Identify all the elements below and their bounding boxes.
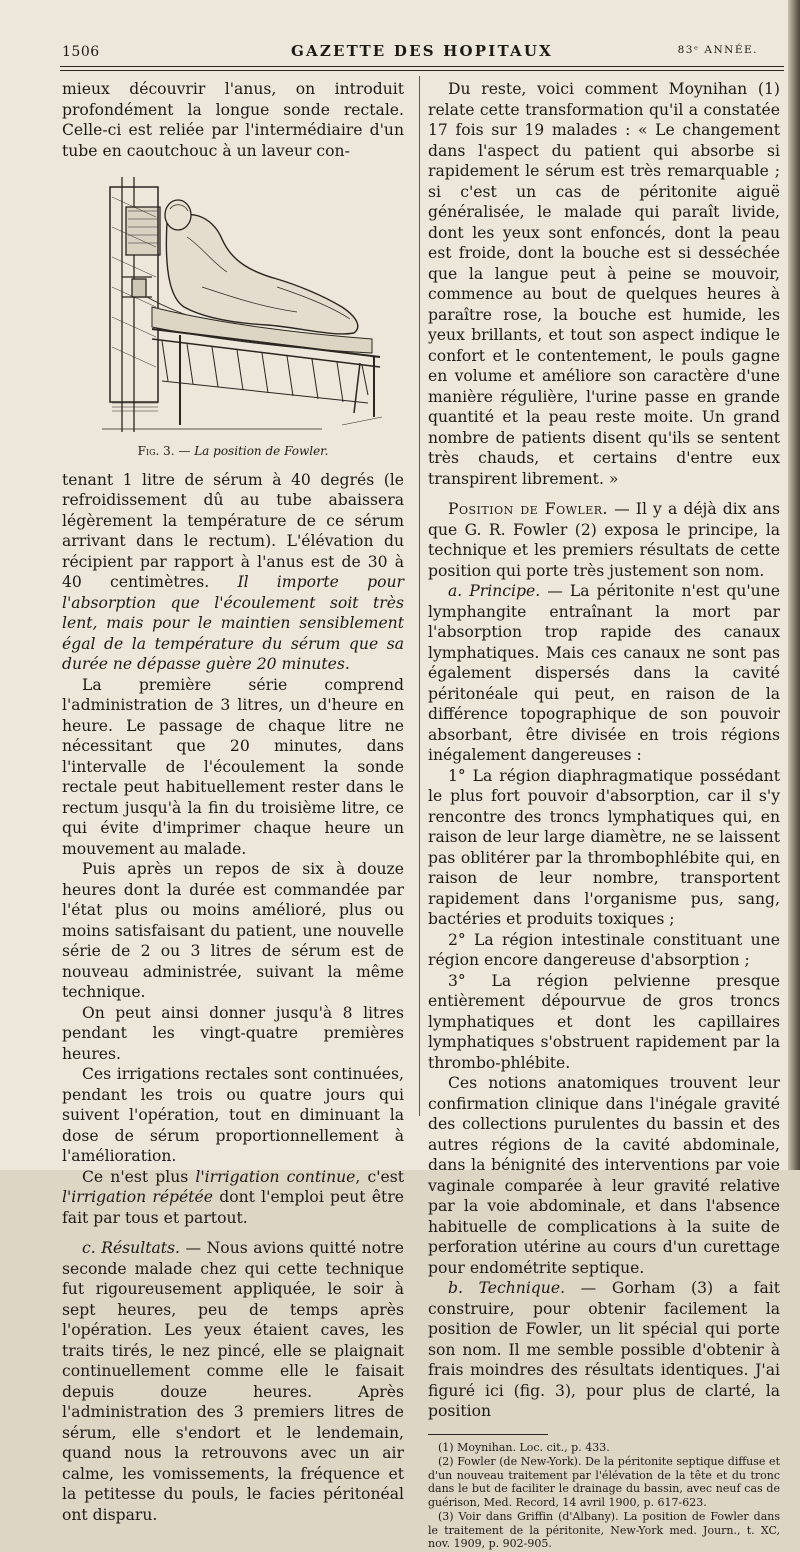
footnotes [428,1441,780,1551]
paragraph [428,581,780,766]
fowler-position-illustration [92,167,392,437]
figure-number: Fig. 3. [137,444,175,458]
page-edge-shadow [788,0,800,1170]
figure-title: La position de Fowler. [194,444,329,458]
left-column [62,79,404,1525]
footnote: (3) Voir dans Griffin (d'Albany). La position de Fowler dans le traitement de la péritonite, New-York med. Journ., t. XC, nov. 1909, p. 902-905. [428,1510,780,1550]
bed-patient-engraving [92,167,392,437]
text-run: tenant 1 litre de sérum à 40 degrés (le refroidissement dû au tube abaissera légèrement la température de ce sérum arrivant dans le rectum). L'élévation du récipient par rapport à l'anus est de 30 à 40 centimètres. [62,470,404,591]
text-run: dont l'emploi peut être fait par tous et partout. [62,1188,405,1227]
text-run: Ce n'est plus [82,1167,196,1186]
text-run: — Nous avions quitté notre seconde malade chez qui cette technique fut rigoureusement appliquée, le soir à sept heures, peu de temps après l'opération. Les yeux étaient caves, les traits tirés, le nez pincé, elle se plaignait continuellement comme elle le faisait depuis douze heures. Après l'administration des 3 premiers litres de sérum, elle s'endort et le lendemain, quand nous la retrouvons avec un air calme, les vomissements, la fréquence et la petitesse du pouls, le facies péritonéal ont disparu. [62,1239,404,1524]
subsection-heading: a. Principe. [448,582,541,600]
paragraph [62,470,404,675]
paragraph: La première série comprend l'administration de 3 litres, un d'heure en heure. Le passage de chaque litre ne nécessitant que 20 minutes, dans l'intervalle de l'écoulement la sonde rectale peut habituellement rester dans le rectum jusqu'à la fin du troisième litre, ce qui évite d'imprimer chaque heure un mouvement au malade. [62,675,404,858]
section-heading: Position de Fowler. [448,500,608,518]
paragraph: Ces notions anatomiques trouvent leur confirmation clinique dans l'inégale gravité des collections purulentes du bassin et des autres régions de la cavité abdominale, dans la bénignité des interventions par voie vaginale comparée à leur gravité relative par la voie abdominale, et dans l'absence habituelle de complications à la suite de perforation utérine au cours d'un curettage pour endométrite septique. [428,1074,780,1277]
paragraph: Du reste, voici comment Moynihan (1) relate cette transformation qu'il a constatée 17 fois sur 19 malades : « Le changement dans l'aspect du patient qui absorbe si rapidement le sérum est très remarquable ; si c'est un cas de péritonite aiguë généralisée, le malade qui paraît livide, dont les yeux sont enfoncés, dont la peau est froide, dont la bouche est si desséchée que la langue peut à peine se mouvoir, commence au bout de quelques heures à paraître rose, la bouche est humide, les yeux brillants, et tout son aspect indique le confort et le contentement, le pouls gagne en volume et améliore son caractère d'une manière régulière, l'urine passe en grande quantité et la peau reste moite. Un grand nombre de patients disent qu'ils se sentent très chauds, et certains d'entre eux transpirent librement. » [428,80,780,488]
journal-title: GAZETTE DES HOPITAUX [290,42,553,60]
paragraph [428,499,780,581]
text-run: , c'est [355,1167,405,1186]
italic-run: Il importe pour l'absorption que l'écoulement soit très lent, mais pour le maintien sensiblement égal de la température du sérum que sa durée ne dépasse guère 20 minutes. [62,573,404,673]
header-rule-thin [60,70,784,71]
paragraph: Puis après un repos de six à douze heures dont la durée est commandée par l'état plus ou moins amélioré, plus ou moins satisfaisant du patient, une nouvelle série de 2 ou 3 litres de sérum est de nouveau administrée, suivant la même technique. [62,860,404,1001]
year-label: 83ᵉ ANNÉE. [677,44,758,56]
section-heading: c. Résultats. [82,1239,181,1257]
italic-run: l'irrigation répétée [62,1188,213,1206]
text-run: — Gorham (3) a fait construire, pour obtenir facilement la position de Fowler, un lit spécial qui porte son nom. Il me semble possible d'obtenir à frais moindres des résultats identiques. J'ai figuré ici (fig. 3), pour plus de clarté, la position [428,1279,780,1420]
figure-caption [62,441,404,462]
paragraph [62,1167,404,1229]
italic-run: l'irrigation continue [195,1167,356,1186]
column-divider [419,76,420,1116]
right-column [428,79,780,1552]
footnote: (1) Moynihan. Loc. cit., p. 433. [438,1440,610,1454]
footnote: (2) Fowler (de New-York). De la péritonite septique diffuse et d'un nouveau traitement par l'élévation de la tête et du tronc dans le but de faciliter le drainage du bassin, avec neuf cas de guérison, Med. Record, 14 avril 1900, p. 617-623. [428,1455,780,1509]
paragraph: Ces irrigations rectales sont continuées, pendant les trois ou quatre jours qui suivent l'opération, tout en diminuant la dose de sérum proportionnellement à l'amélioration. [62,1065,404,1165]
paragraph: 3° La région pelvienne presque entièrement dépourvue de gros troncs lymphatiques et dont les capillaires lymphatiques s'obstruent rapidement par la thrombo-phlébite. [428,971,780,1072]
running-header [62,38,782,62]
text-run: — Il y a déjà dix ans que G. R. Fowler (2) exposa le principe, la technique et les premiers résultats de cette position qui porte très justement son nom. [428,500,781,580]
caption-dash: — [178,444,195,458]
paragraph: On peut ainsi donner jusqu'à 8 litres pendant les vingt-quatre premières heures. [62,1003,404,1063]
paragraph: 1° La région diaphragmatique possédant le plus fort pouvoir d'absorption, car il s'y rencontre des troncs lymphatiques qui, en raison de leur large diamètre, ne se laissent pas oblitérer par la thrombophlébite qui, en raison de leur nombre, transportent rapidement dans l'organisme pus, sang, bactéries et produits toxiques ; [428,766,780,928]
footnote-rule [428,1434,548,1435]
paragraph: 2° La région intestinale constituant une région encore dangereuse d'absorption ; [428,930,780,969]
page-number: 1506 [62,44,100,60]
paragraph: mieux découvrir l'anus, on introduit profondément la longue sonde rectale. Celle-ci est reliée par l'intermédiaire d'un tube en caoutchouc à un laveur con- [62,80,404,160]
text-run: — La péritonite n'est qu'une lymphangite entraînant la mort par l'absorption trop rapide des canaux lymphatiques. Mais ces canaux ne sont pas également dispersés dans la cavité péritonéale qui peut, en raison de la différence topographique de son pouvoir absorbant, être divisée en trois régions inégalement dangereuses : [428,582,780,764]
paragraph [62,1238,404,1525]
header-rule [60,66,784,67]
paragraph [428,1278,780,1422]
subsection-heading: b. Technique. [448,1279,566,1297]
